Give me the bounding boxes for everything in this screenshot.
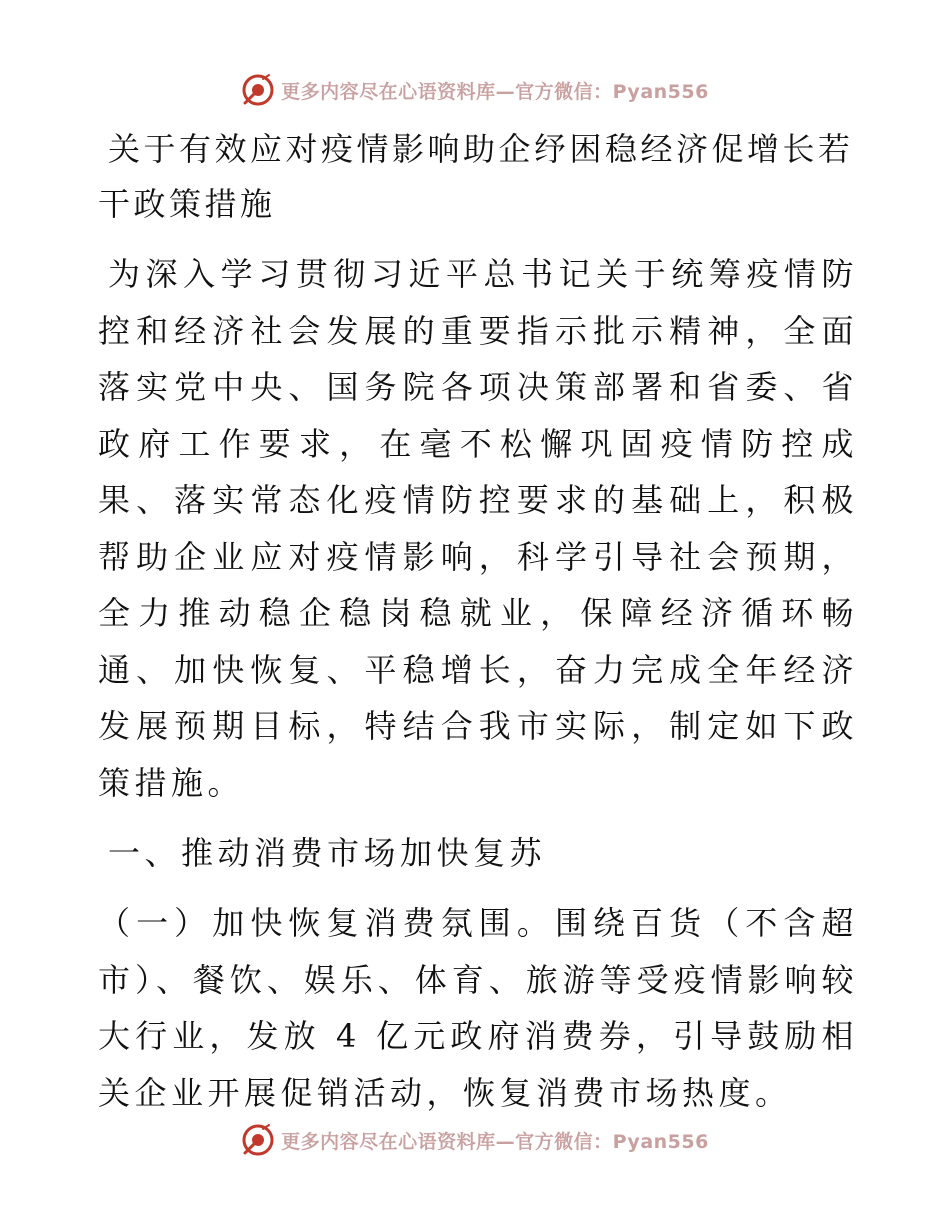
intro-paragraph: 为深入学习贯彻习近平总书记关于统筹疫情防控和经济社会发展的重要指示批示精神，全面落实党中央、国务院各项决策部署和省委、省政府工作要求，在毫不松懈巩固疫情防控成果、落实常态化疫情防控要求的基础上，积极帮助企业应对疫情影响，科学引导社会预期，全力推动稳企稳岗稳就业，保障经济循环畅通、加快恢复、平稳增长，奋力完成全年经济发展预期目标，特结合我市实际，制定如下政策措施。 bbox=[98, 255, 858, 802]
watermark-header bbox=[0, 70, 950, 110]
section-heading: 一、推动消费市场加快复苏 bbox=[108, 834, 547, 872]
watermark-logo-icon bbox=[241, 1123, 275, 1157]
document-title: 关于有效应对疫情影响助企纾困稳经济促增长若干政策措施 bbox=[98, 130, 854, 223]
watermark-footer bbox=[0, 1120, 950, 1160]
watermark-text: 更多内容尽在心语资料库—官方微信：Pyan556 bbox=[281, 1130, 709, 1153]
watermark-logo-icon bbox=[241, 73, 275, 107]
watermark-text: 更多内容尽在心语资料库—官方微信：Pyan556 bbox=[281, 80, 709, 103]
policy-item-paragraph: （一）加快恢复消费氛围。围绕百货（不含超市）、餐饮、娱乐、体育、旅游等受疫情影响较大行业，发放 4 亿元政府消费券，引导鼓励相关企业开展促销活动，恢复消费市场热度。 bbox=[98, 904, 858, 1112]
document-body bbox=[98, 122, 858, 1135]
